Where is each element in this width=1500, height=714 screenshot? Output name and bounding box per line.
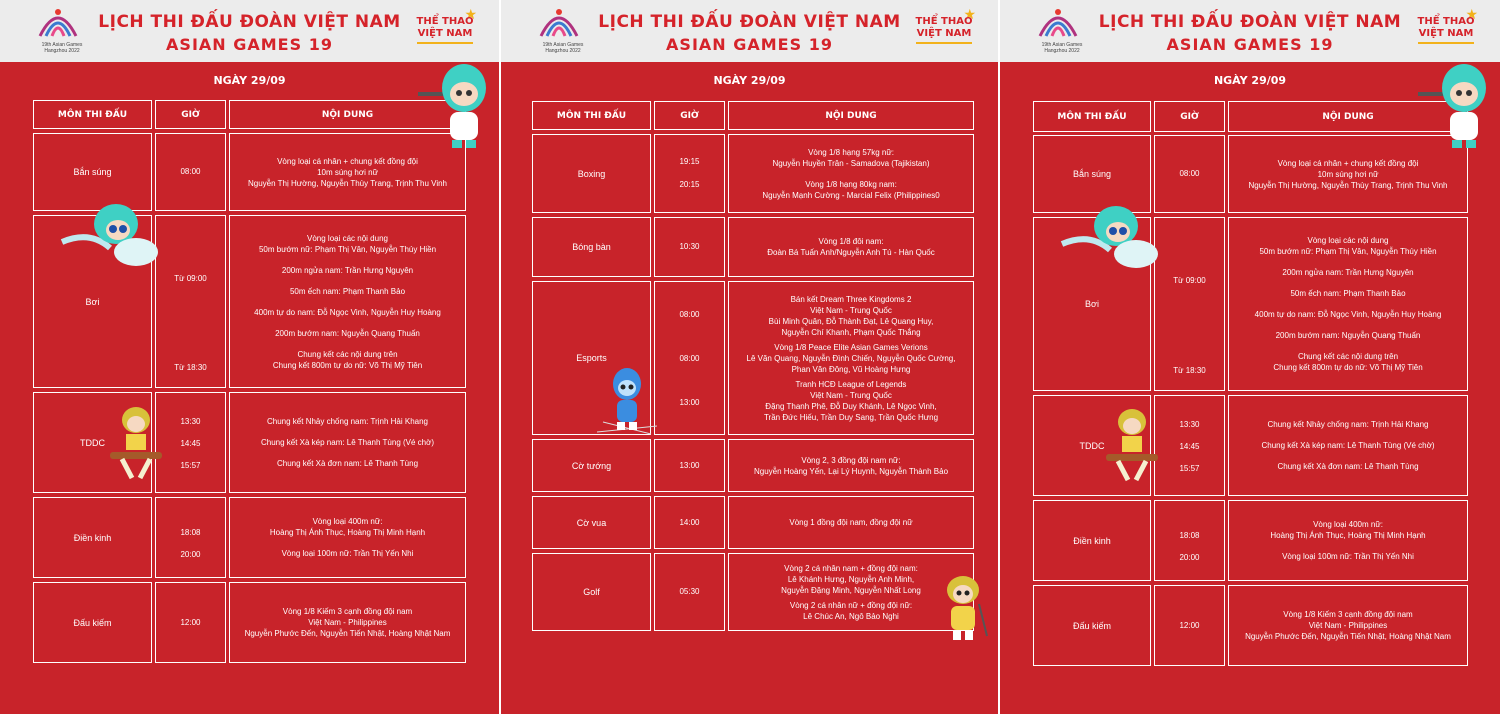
- content-cell: [229, 582, 466, 663]
- content-text: Vòng loại cá nhân + chung kết đồng đội 10m súng hơi nữ Nguyễn Thị Hường, Nguyễn Thùy Trang, Trịnh Thu Vinh: [1248, 158, 1448, 190]
- sport-cell: Bắn súng: [1033, 135, 1151, 213]
- time-text: 13:30: [180, 417, 201, 426]
- sport-cell: Golf: [532, 553, 651, 631]
- time-cell: [654, 281, 725, 435]
- content-cell: [728, 439, 974, 492]
- page-title: LỊCH THI ĐẤU ĐOÀN VIỆT NAM: [598, 12, 901, 32]
- time-text: 14:45: [1179, 442, 1200, 451]
- time-text: 13:00: [679, 461, 700, 470]
- content-cell: [728, 134, 974, 213]
- mascot-esports: [597, 366, 657, 436]
- sport-cell: Esports: [532, 281, 651, 435]
- content-text: 200m bướm nam: Nguyễn Quang Thuấn: [275, 328, 420, 338]
- star-icon: ★: [1465, 6, 1478, 22]
- content-text: Vòng 1/8 hạng 57kg nữ: Nguyễn Huyền Trân - Samadova (Tajikistan): [772, 147, 930, 168]
- page-title: LỊCH THI ĐẤU ĐOÀN VIỆT NAM: [1098, 12, 1402, 32]
- header: [501, 0, 998, 62]
- sport-cell: Bơi: [1033, 217, 1151, 391]
- content-text: 400m tự do nam: Đỗ Ngọc Vinh, Nguyễn Huy Hoàng: [254, 307, 441, 317]
- mascot-shooting: [1418, 58, 1494, 150]
- time-text: 18:08: [1179, 531, 1200, 540]
- time-cell: [1154, 217, 1225, 391]
- schedule-panel-3: [1000, 0, 1500, 714]
- content-text: Vòng loại cá nhân + chung kết đồng đội 10m súng hơi nữ Nguyễn Thị Hường, Nguyễn Thùy Trang, Trịnh Thu Vinh: [247, 156, 447, 188]
- time-text: 14:00: [679, 518, 700, 527]
- time-text: Từ 18:30: [1173, 366, 1206, 375]
- content-text: Chung kết Nhảy chống nam: Trịnh Hải Khang: [267, 417, 428, 426]
- time-text: 15:57: [180, 461, 201, 470]
- content-text: Bán kết Dream Three Kingdoms 2 Việt Nam - Trung Quốc Bùi Minh Quân, Đỗ Thành Đạt, Lê Quang Huy, Nguyễn Chí Khanh, Phạm Quốc Thắng: [768, 294, 934, 337]
- content-cell: [229, 392, 466, 493]
- content-text: Vòng loại 400m nữ: Hoàng Thị Ánh Thục, Hoàng Thị Minh Hạnh: [1270, 520, 1426, 540]
- page-subtitle: ASIAN GAMES 19: [666, 35, 833, 54]
- content-cell: [728, 553, 974, 631]
- time-text: 08:00: [180, 167, 201, 176]
- content-text: Vòng loại 400m nữ: Hoàng Thị Ánh Thục, Hoàng Thị Minh Hạnh: [269, 517, 426, 537]
- content-cell: [229, 497, 466, 578]
- content-text: Chung kết các nội dung trên Chung kết 800m tự do nữ: Võ Thị Mỹ Tiên: [272, 349, 423, 370]
- schedule-panel-2: [501, 0, 998, 714]
- logo-text-1: THỂ THAO: [416, 16, 474, 27]
- content-cell: [229, 215, 466, 388]
- time-cell: [654, 553, 725, 631]
- star-icon: ★: [963, 6, 976, 22]
- content-cell: [1228, 217, 1468, 391]
- content-text: Vòng loại 100m nữ: Trần Thị Yến Nhi: [281, 549, 414, 558]
- asian-games-logo-text: 19th Asian Games Hangzhou 2022: [1041, 42, 1083, 54]
- col-header-content: NỘI DUNG: [229, 100, 466, 129]
- time-cell: [155, 582, 226, 663]
- sport-cell: Bơi: [33, 215, 152, 388]
- time-text: 08:00: [679, 354, 700, 363]
- time-text: Từ 09:00: [174, 274, 207, 283]
- content-text: Vòng 1/8 Kiếm 3 cạnh đồng đội nam Việt Nam - Philippines Nguyễn Phước Đến, Nguyễn Tiến Nhật, Hoàng Nhật Nam: [1245, 610, 1451, 641]
- the-thao-vn-logo: [1414, 6, 1478, 52]
- mascot-gymnastics: [108, 404, 164, 480]
- the-thao-vn-logo: [912, 6, 976, 52]
- content-text: 200m ngửa nam: Trần Hưng Nguyên: [281, 265, 414, 275]
- content-text: Vòng loại các nội dung 50m bướm nữ: Phạm Thị Vân, Nguyễn Thúy Hiền: [258, 233, 437, 254]
- content-text: Chung kết các nội dung trên Chung kết 800m tự do nữ: Võ Thị Mỹ Tiên: [1273, 352, 1423, 372]
- col-header-content: NỘI DUNG: [728, 101, 974, 130]
- content-text: Vòng loại các nội dung 50m bướm nữ: Phạm Thị Vân, Nguyễn Thúy Hiền: [1259, 236, 1437, 256]
- time-cell: [155, 215, 226, 388]
- content-cell: [728, 217, 974, 277]
- col-header-content: NỘI DUNG: [1228, 101, 1468, 132]
- time-text: 19:15: [679, 157, 700, 166]
- content-text: Vòng 2 cá nhân nữ + đồng đội nữ: Lê Chúc An, Ngô Bảo Nghi: [789, 600, 913, 621]
- sport-cell: Bóng bàn: [532, 217, 651, 277]
- schedule-panel-1: [0, 0, 499, 714]
- time-text: 18:08: [180, 528, 201, 537]
- content-text: Chung kết Xà kép nam: Lê Thanh Tùng (Vé chờ): [1261, 441, 1435, 450]
- logo-underline: [1418, 42, 1474, 44]
- content-text: Chung kết Xà đơn nam: Lê Thanh Tùng: [276, 459, 419, 468]
- content-text: 50m ếch nam: Phạm Thanh Bảo: [1290, 289, 1406, 298]
- content-text: Tranh HCĐ League of Legends Việt Nam - Trung Quốc Đặng Thanh Phê, Đỗ Duy Khánh, Lê Ngọc Vinh, Trần Đức Hiếu, Trần Duy Sang, Trần Quốc Hưng: [763, 379, 939, 422]
- sport-cell: Đấu kiếm: [33, 582, 152, 663]
- time-cell: [654, 439, 725, 492]
- page-subtitle: ASIAN GAMES 19: [166, 35, 333, 54]
- logo-text-1: THỂ THAO: [915, 16, 973, 27]
- time-text: 14:45: [180, 439, 201, 448]
- content-text: Chung kết Nhảy chống nam: Trịnh Hải Khang: [1267, 420, 1429, 429]
- star-icon: ★: [464, 6, 477, 22]
- time-text: 12:00: [1179, 621, 1200, 630]
- header: [1000, 0, 1500, 62]
- logo-text-2: VIỆT NAM: [1418, 28, 1474, 39]
- asian-games-logo-text: 19th Asian Games Hangzhou 2022: [41, 42, 83, 54]
- sport-cell: TDDC: [33, 392, 152, 493]
- time-text: 10:30: [679, 242, 700, 251]
- content-text: Vòng 1/8 đôi nam: Đoàn Bá Tuấn Anh/Nguyễn Anh Tú - Hàn Quốc: [767, 237, 935, 257]
- time-text: 12:00: [180, 618, 201, 627]
- content-text: Chung kết Xà đơn nam: Lê Thanh Tùng: [1277, 462, 1419, 471]
- content-text: Vòng 1/8 hạng 80kg nam: Nguyễn Mạnh Cường - Marcial Felix (Philippines0: [762, 179, 940, 200]
- sport-cell: Đấu kiếm: [1033, 585, 1151, 666]
- content-text: 400m tự do nam: Đỗ Ngọc Vinh, Nguyễn Huy Hoàng: [1254, 310, 1442, 319]
- content-text: Vòng 1/8 Kiếm 3 cạnh đồng đội nam Việt Nam - Philippines Nguyễn Phước Đến, Nguyễn Tiến Nhật, Hoàng Nhật Nam: [244, 607, 451, 638]
- sport-cell: Cờ vua: [532, 496, 651, 549]
- col-header-time: GIỜ: [155, 100, 226, 129]
- time-text: 13:30: [1179, 420, 1200, 429]
- mascot-swimming: [60, 200, 160, 270]
- time-text: 15:57: [1179, 464, 1200, 473]
- content-text: Vòng 1 đồng đội nam, đồng đội nữ: [789, 518, 913, 527]
- time-cell: [1154, 135, 1225, 213]
- col-header-sport: MÔN THI ĐẤU: [1033, 101, 1151, 132]
- content-cell: [1228, 500, 1468, 581]
- logo-text-1: THỂ THAO: [1417, 16, 1475, 27]
- col-header-time: GIỜ: [654, 101, 725, 130]
- time-cell: [1154, 585, 1225, 666]
- content-text: Vòng 2, 3 đồng đội nam nữ: Nguyễn Hoàng Yến, Lại Lý Huynh, Nguyễn Thành Bảo: [753, 455, 949, 476]
- time-cell: [155, 133, 226, 211]
- date-label: NGÀY 29/09: [1213, 74, 1287, 87]
- time-text: 13:00: [679, 398, 700, 407]
- sport-cell: Điền kinh: [1033, 500, 1151, 581]
- sport-cell: Điền kinh: [33, 497, 152, 578]
- time-text: Từ 18:30: [174, 363, 207, 372]
- header: [0, 0, 499, 62]
- sport-cell: Boxing: [532, 134, 651, 213]
- time-cell: [654, 496, 725, 549]
- content-text: 200m ngửa nam: Trần Hưng Nguyên: [1282, 268, 1414, 277]
- time-cell: [1154, 500, 1225, 581]
- content-text: 200m bướm nam: Nguyễn Quang Thuấn: [1275, 331, 1421, 340]
- the-thao-vn-logo: [413, 6, 477, 52]
- mascot-shooting: [418, 58, 494, 150]
- time-text: 08:00: [679, 310, 700, 319]
- page-title: LỊCH THI ĐẤU ĐOÀN VIỆT NAM: [98, 12, 401, 32]
- sport-cell: TDDC: [1033, 395, 1151, 496]
- col-header-sport: MÔN THI ĐẤU: [532, 101, 651, 130]
- content-cell: [728, 496, 974, 549]
- date-label: NGÀY 29/09: [213, 74, 286, 87]
- content-cell: [1228, 585, 1468, 666]
- content-cell: [1228, 395, 1468, 496]
- content-cell: [728, 281, 974, 435]
- logo-underline: [916, 42, 972, 44]
- time-text: 20:15: [679, 180, 700, 189]
- time-cell: [155, 497, 226, 578]
- col-header-time: GIỜ: [1154, 101, 1225, 132]
- asian-games-logo-text: 19th Asian Games Hangzhou 2022: [542, 42, 584, 54]
- mascot-swimming: [1060, 202, 1160, 272]
- content-text: Vòng 1/8 Peace Elite Asian Games Verions Lê Văn Quang, Nguyễn Đình Chiến, Nguyễn Quốc Cường, Phan Văn Đông, Vũ Hoàng Hưng: [746, 342, 956, 374]
- time-cell: [155, 392, 226, 493]
- logo-text-2: VIỆT NAM: [417, 28, 473, 39]
- time-cell: [654, 217, 725, 277]
- time-text: 08:00: [1179, 169, 1200, 178]
- date-label: NGÀY 29/09: [713, 74, 786, 87]
- logo-text-2: VIỆT NAM: [916, 28, 972, 39]
- page-subtitle: ASIAN GAMES 19: [1166, 35, 1334, 54]
- content-text: Chung kết Xà kép nam: Lê Thanh Tùng (Vé chờ): [260, 438, 435, 447]
- time-cell: [654, 134, 725, 213]
- time-text: 05:30: [679, 587, 700, 596]
- content-text: Vòng loại 100m nữ: Trần Thị Yến Nhi: [1282, 552, 1414, 561]
- sport-cell: Bắn súng: [33, 133, 152, 211]
- time-text: 20:00: [180, 550, 201, 559]
- time-text: 20:00: [1179, 553, 1200, 562]
- content-text: Vòng 2 cá nhân nam + đồng đội nam: Lê Khánh Hưng, Nguyễn Anh Minh, Nguyễn Đặng Minh, Nguyễn Nhất Long: [781, 563, 921, 595]
- logo-underline: [417, 42, 473, 44]
- mascot-gymnastics: [1104, 406, 1160, 482]
- sport-cell: Cờ tướng: [532, 439, 651, 492]
- time-cell: [1154, 395, 1225, 496]
- time-text: Từ 09:00: [1173, 276, 1206, 285]
- mascot-golf: [939, 574, 991, 644]
- content-text: 50m ếch nam: Phạm Thanh Bảo: [289, 286, 406, 296]
- col-header-sport: MÔN THI ĐẤU: [33, 100, 152, 129]
